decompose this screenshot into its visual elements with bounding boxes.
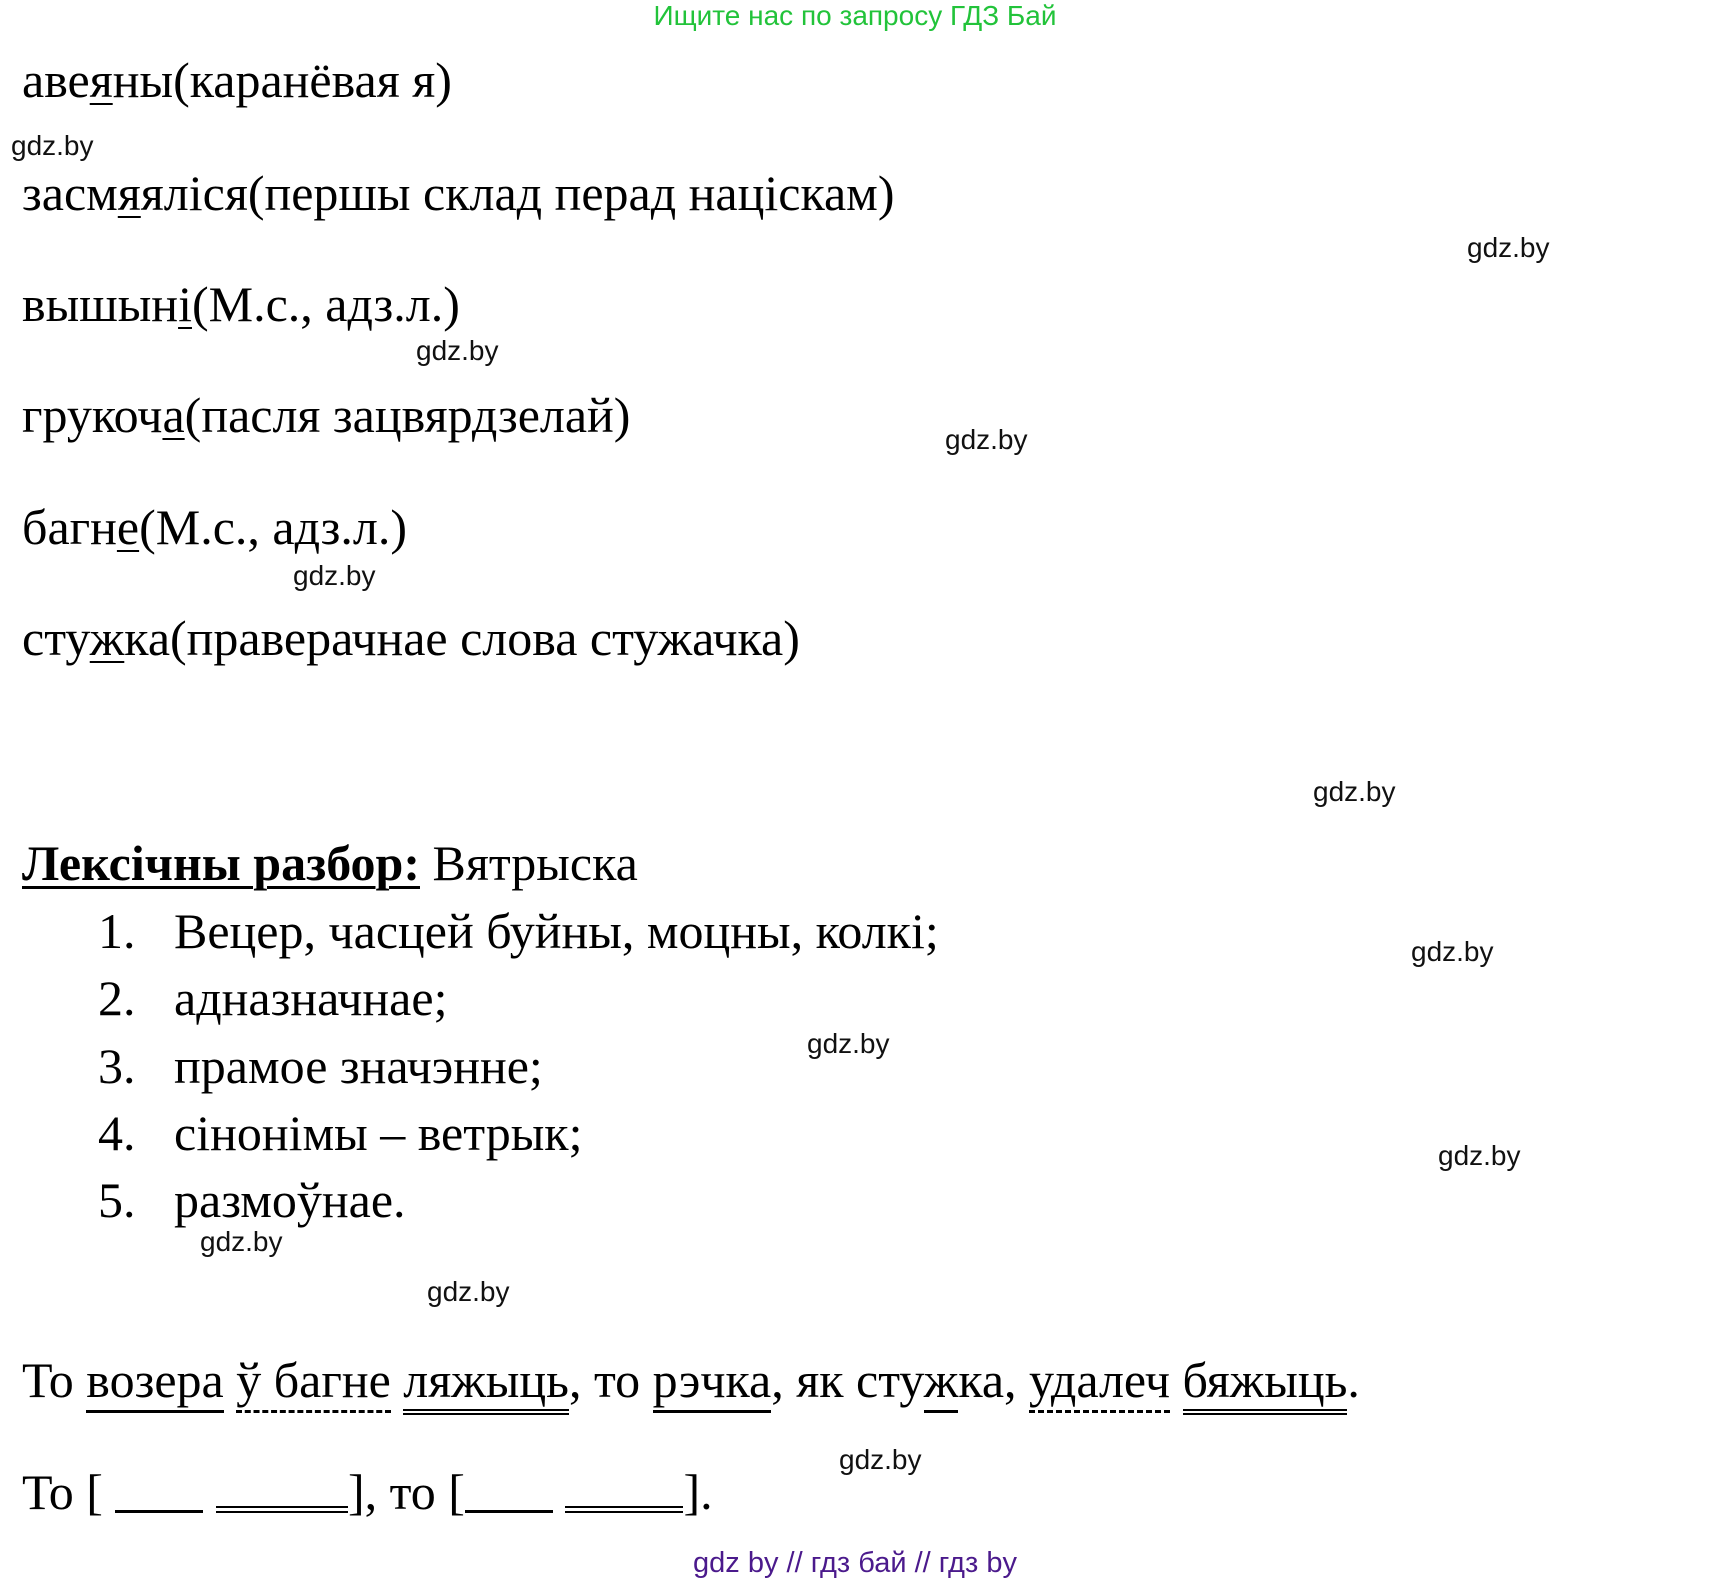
footer-links: gdz by // гдз бай // гдз by	[693, 1547, 1017, 1579]
word-line: засмяяліся(першы склад перад націскам)	[22, 165, 895, 221]
list-item: 3. прамое значэнне;	[98, 1038, 543, 1094]
watermark: gdz.by	[416, 335, 499, 366]
predicate: бяжыць	[1183, 1352, 1348, 1415]
watermark: gdz.by	[839, 1444, 922, 1475]
watermark: gdz.by	[1438, 1140, 1521, 1171]
list-item: 5. размоўнае.	[98, 1172, 406, 1228]
sentence-schema: То [ ], то [ ].	[22, 1464, 713, 1520]
search-banner: Ищите нас по запросу ГДЗ Бай	[653, 0, 1057, 31]
list-item: 2. аднaзначнае;	[98, 970, 448, 1026]
watermark: gdz.by	[807, 1028, 890, 1059]
watermark: gdz.by	[1313, 776, 1396, 807]
word-line: багне(М.с., адз.л.)	[22, 499, 408, 555]
watermark: gdz.by	[427, 1276, 510, 1307]
list-item: 1. Вецер, часцей буйны, моцны, колкі;	[98, 903, 939, 959]
lexical-heading: Лексічны разбор:	[22, 835, 420, 891]
adverbial: ў багне	[236, 1352, 391, 1413]
lexical-heading-line	[22, 835, 638, 891]
word-line: стужка(праверачнае слова стужачка)	[22, 610, 800, 666]
watermark: gdz.by	[1411, 936, 1494, 967]
word-line: вышыні(М.с., адз.л.)	[22, 276, 460, 332]
watermark: gdz.by	[293, 560, 376, 591]
subject: рэчка	[653, 1352, 772, 1413]
watermark: gdz.by	[945, 424, 1028, 455]
adverbial: удалеч	[1029, 1352, 1170, 1413]
watermark: gdz.by	[11, 130, 94, 161]
watermark: gdz.by	[1467, 232, 1550, 263]
list-item: 4. сінонімы – ветрык;	[98, 1105, 583, 1161]
word-line: грукоча(пасля зацвярдзелай)	[22, 387, 631, 443]
lexical-word: Вятрыска	[420, 835, 638, 891]
word-line: авеяны(каранёвая я)	[22, 52, 452, 108]
subject: возера	[86, 1352, 223, 1413]
parsed-sentence: То возера ў багне ляжыць, то рэчка, як стужка, удалеч бяжыць.	[22, 1355, 1360, 1405]
watermark: gdz.by	[200, 1226, 283, 1257]
predicate: ляжыць	[403, 1352, 569, 1415]
